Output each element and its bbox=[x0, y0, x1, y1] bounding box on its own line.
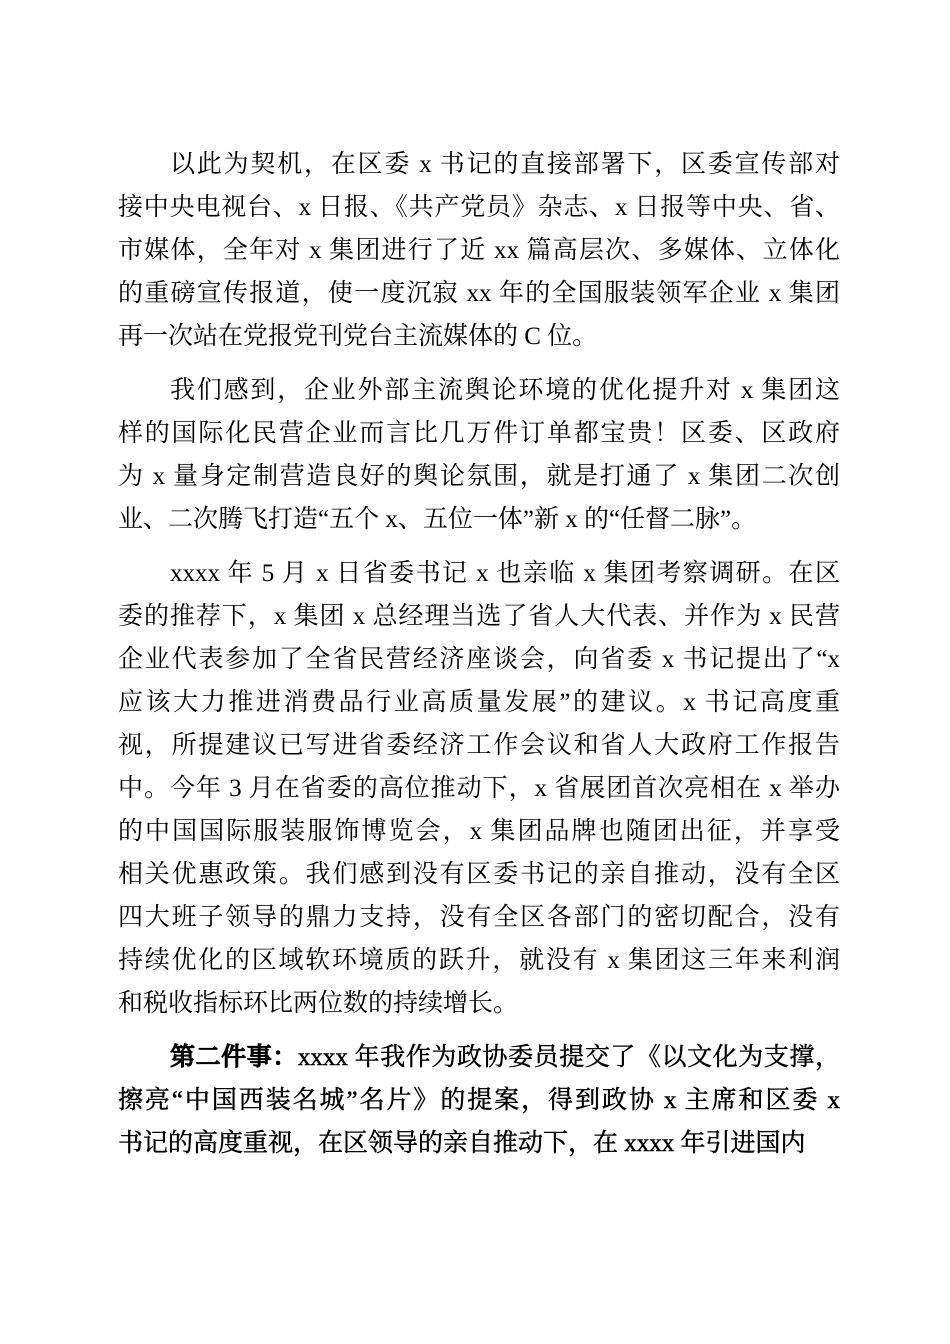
text-line: 业、二次腾飞打造“五个 x、五位一体”新 x 的“任督二脉”。 bbox=[118, 506, 757, 533]
text-line: 样的国际化民营企业而言比几万件订单都宝贵！区委、区政府 bbox=[118, 420, 840, 447]
text-line: 企业代表参加了全省民营经济座谈会，向省委 x 书记提出了“x bbox=[118, 646, 840, 673]
text-line: 市媒体，全年对 x 集团进行了近 xx 篇高层次、多媒体、立体化 bbox=[118, 237, 840, 264]
text-line: 相关优惠政策。我们感到没有区委书记的亲自推动，没有全区 bbox=[118, 861, 840, 888]
paragraph-1 bbox=[118, 143, 840, 358]
text-line: 委的推荐下，x 集团 x 总经理当选了省人大代表、并作为 x 民营 bbox=[118, 603, 840, 630]
paragraph-4 bbox=[118, 1036, 840, 1165]
text-line: xxxx 年 5 月 x 日省委书记 x 也亲临 x 集团考察调研。在区 bbox=[170, 560, 840, 587]
paragraph-3 bbox=[118, 552, 840, 1025]
text-line: 接中央电视台、x 日报、《共产党员》杂志、x 日报等中央、省、 bbox=[118, 194, 840, 221]
text-line: 的中国国际服装服饰博览会，x 集团品牌也随团出征，并享受 bbox=[118, 818, 840, 845]
text-line: 视，所提建议已写进省委经济工作会议和省人大政府工作报告 bbox=[118, 732, 840, 759]
text-line: 擦亮“中国西装名城”名片》的提案，得到政协 x 主席和区委 x bbox=[118, 1087, 840, 1114]
text-line: 书记的高度重视，在区领导的亲自推动下，在 xxxx 年引进国内 bbox=[118, 1130, 806, 1157]
text-line: 第二件事：xxxx 年我作为政协委员提交了《以文化为支撑， bbox=[170, 1044, 840, 1071]
text-line: 再一次站在党报党刊党台主流媒体的 C 位。 bbox=[118, 323, 598, 350]
paragraph-lead: 第二件事： bbox=[170, 1044, 298, 1071]
document-body bbox=[118, 143, 840, 1176]
text-line: 为 x 量身定制营造良好的舆论氛围，就是打通了 x 集团二次创 bbox=[118, 463, 840, 490]
text-line: 四大班子领导的鼎力支持，没有全区各部门的密切配合，没有 bbox=[118, 904, 840, 931]
text-line: 以此为契机，在区委 x 书记的直接部署下，区委宣传部对 bbox=[170, 151, 840, 178]
text-line: 和税收指标环比两位数的持续增长。 bbox=[118, 990, 519, 1017]
text-line: 的重磅宣传报道，使一度沉寂 xx 年的全国服装领军企业 x 集团 bbox=[118, 280, 840, 307]
text-line: 我们感到，企业外部主流舆论环境的优化提升对 x 集团这 bbox=[170, 377, 840, 404]
text-line: 应该大力推进消费品行业高质量发展”的建议。x 书记高度重 bbox=[118, 689, 840, 716]
paragraph-2 bbox=[118, 369, 840, 541]
text-line: 中。今年 3 月在省委的高位推动下，x 省展团首次亮相在 x 举办 bbox=[118, 775, 840, 802]
text-line: 持续优化的区域软环境质的跃升，就没有 x 集团这三年来利润 bbox=[118, 947, 840, 974]
